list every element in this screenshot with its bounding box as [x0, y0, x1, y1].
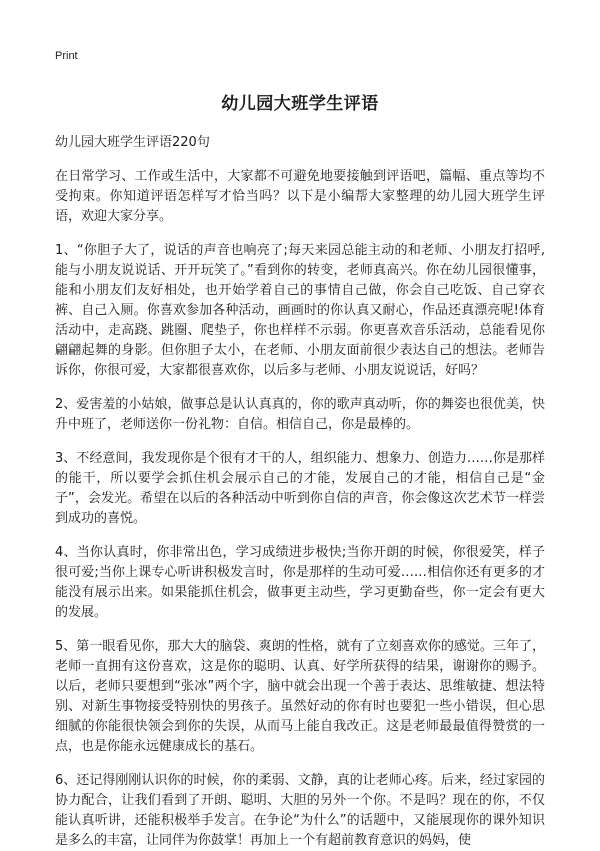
- comment-paragraph-6: 6、还记得刚刚认识你的时候，你的柔弱、文静，真的让老师心疼。后来，经过家园的协力配合，让我们看到了开朗、聪明、大胆的另外一个你。不是吗？现在的你，不仅能认真听讲，还能积极举手发言。在争论“为什么”的话题中，又能展现你的课外知识是多么的丰富，让同伴为你鼓掌！再加上一个有超前教育意识的妈妈，使: [55, 773, 545, 848]
- comment-paragraph-1: 1、“你胆子大了，说话的声音也响亮了;每天来园总能主动的和老师、小朋友打招呼,能与小朋友说说话、开开玩笑了。”看到你的转变，老师真高兴。你在幼儿园很懂事，能和小朋友们友好相处，也开始学着自己的事情自己做，你会自己吃饭、自己穿衣裤、自己入厕。你喜欢参加各种活动，画画时的你认真又耐心，作品还真漂亮呢!体育活动中，走高跷、跳圈、爬垫子，你也样样不示弱。你更喜欢音乐活动，总能看见你翩翩起舞的身影。但你胆子太小，在老师、小朋友面前很少表达自己的想法。老师告诉你，你很可爱，大家都很喜欢你，以后多与老师、小朋友说说话，好吗？: [55, 243, 545, 378]
- intro-paragraph: 在日常学习、工作或生活中，大家都不可避免地要接触到评语吧，篇幅、重点等均不受拘束。你知道评语怎样写才恰当吗？以下是小编帮大家整理的幼儿园大班学生评语，欢迎大家分享。: [55, 169, 545, 224]
- comment-paragraph-5: 5、第一眼看见你，那大大的脑袋、爽朗的性格，就有了立刻喜欢你的感觉。三年了，老师一直拥有这份喜欢，这是你的聪明、认真、好学所获得的结果，谢谢你的赐予。以后，老师只要想到“张冰”两个字，脑中就会出现一个善于表达、思维敏捷、想法特别、对新生事物接受特别快的男孩子。虽然好动的你有时也要犯一些小错误，但心思细腻的你能很快领会到你的失误，从而马上能自我改正。这是老师最最值得赞赏的一点，也是你能永远健康成长的基石。: [55, 639, 545, 754]
- comment-paragraph-3: 3、不经意间，我发现你是个很有才干的人，组织能力、想象力、创造力……你是那样的能干，所以要学会抓住机会展示自己的才能，发展自己的才能，相信自己是“金子”，会发光。希望在以后的各种活动中听到你自信的声音，你会像这次艺术节一样尝到成功的喜悦。: [55, 451, 545, 526]
- document-title: 幼儿园大班学生评语: [221, 94, 379, 114]
- document-subtitle: 幼儿园大班学生评语220句: [55, 135, 210, 150]
- print-link[interactable]: Print: [55, 50, 78, 62]
- comment-paragraph-4: 4、当你认真时，你非常出色，学习成绩进步极快;当你开朗的时候，你很爱笑，样子很可爱;当你上课专心听讲积极发言时，你是那样的生动可爱……相信你还有更多的才能没有展示出来。如果能抓住机会，做事更主动些，学习更勤奋些，你一定会有更大的发展。: [55, 545, 545, 620]
- comment-paragraph-2: 2、爱害羞的小姑娘，做事总是认认真真的，你的歌声真动听，你的舞姿也很优美，快升中班了，老师送你一份礼物：自信。相信自己，你是最棒的。: [55, 397, 545, 432]
